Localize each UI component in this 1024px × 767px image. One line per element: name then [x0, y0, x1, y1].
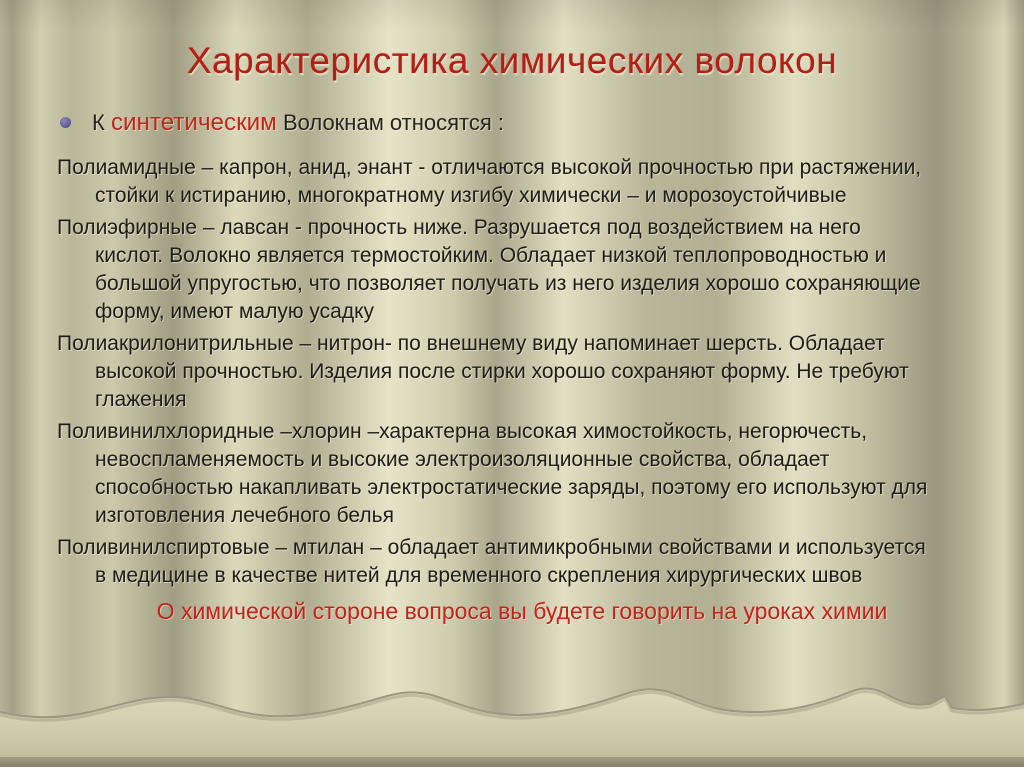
curtain-bottom-wave — [0, 682, 1024, 767]
bullet-line-prefix: К — [92, 110, 111, 135]
slide-bottom-border — [0, 757, 1024, 767]
footer-note: О химической стороне вопроса вы будете говорить на уроках химии — [156, 598, 888, 624]
paragraph-polyacrylonitrile: Полиакрилонитрильные – нитрон- по внешнему виду напоминает шерсть. Обладает высокой прочностью. Изделия после стирки хорошо сохраняют форму. Не требуют глажения — [57, 332, 909, 411]
bullet-line-highlight: синтетическим — [110, 109, 277, 136]
bullet-icon — [60, 117, 71, 128]
slide-title: Характеристика химических волокон — [186, 40, 838, 81]
paragraph-polyester: Полиэфирные – лавсан - прочность ниже. Разрушается под воздействием на него кислот. Волокно является термостойким. Обладает низкой теплопроводностью и большой упругостью, что позволяет получать из него изделия хорошо сохраняющие форму, имеют малую усадку — [57, 216, 921, 323]
paragraph-polyvinylchloride: Поливинилхлоридные –хлорин –характерна высокая химостойкость, негорючесть, невоспламеняемость и высокие электроизоляционные свойства, обладает способностью накапливать электростатические заряды, поэтому его используют для изготовления лечебного белья — [57, 420, 928, 527]
body-text-block — [0, 154, 1024, 590]
paragraph-polyvinylalcohol: Поливинилспиртовые – мтилан – обладает антимикробными свойствами и используется в медицине в качестве нитей для временного скрепления хирургических швов — [57, 536, 926, 587]
bullet-line — [60, 108, 964, 138]
paragraph-polyamide: Полиамидные – капрон, анид, энант - отличаются высокой прочностью при растяжении, стойки к истиранию, многократному изгибу химически – и морозоустойчивые — [57, 156, 922, 207]
bullet-line-rest: Волокнам относятся : — [276, 110, 505, 135]
